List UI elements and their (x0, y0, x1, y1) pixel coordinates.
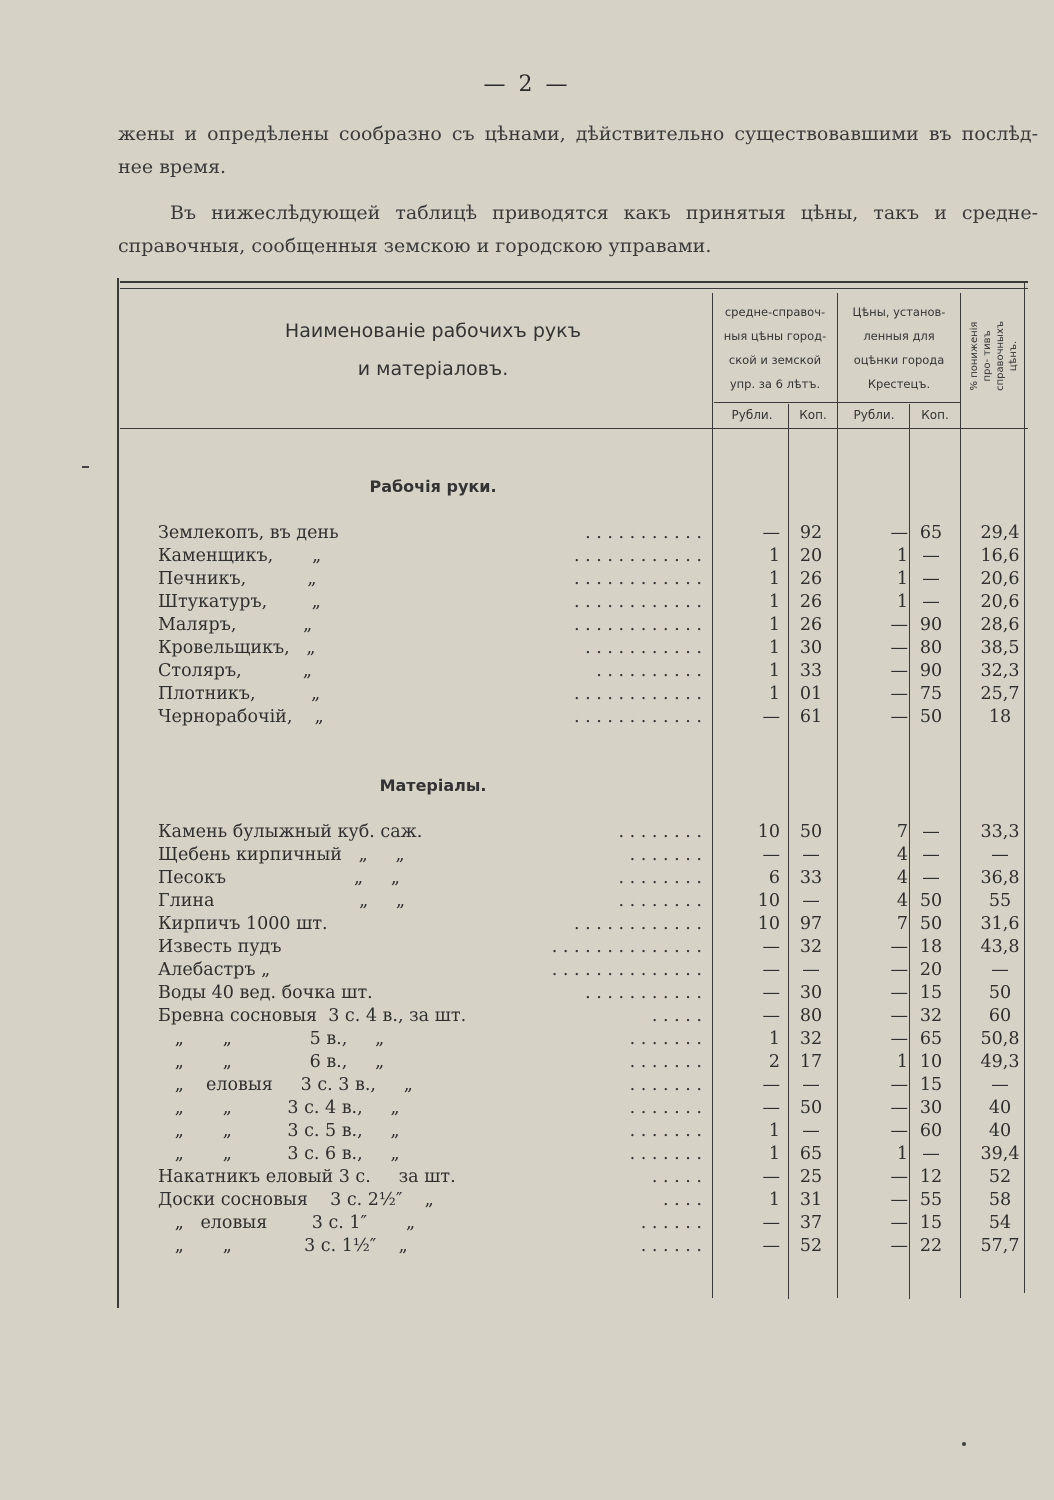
table-row (0, 1189, 1054, 1212)
cell-kop: 20 (919, 960, 943, 980)
cell-kop: — (922, 569, 940, 589)
table-row (0, 867, 1054, 890)
cell-kop: — (922, 822, 940, 842)
row-name: Маляръ, „ (158, 615, 313, 635)
header-kop: Коп. (799, 408, 827, 422)
cell-percent: 20,6 (980, 592, 1020, 612)
table-row (0, 1143, 1054, 1166)
cell-rubli: — (762, 1075, 780, 1095)
header-rubli: Рубли. (853, 408, 895, 422)
cell-kop: 75 (919, 684, 943, 704)
paragraph-line: справочныя, сообщенныя земскою и городскою управами. (118, 235, 712, 257)
leader-dots: . . . . . . . (629, 1121, 702, 1141)
leader-dots: . . . . . . . (629, 1052, 702, 1072)
cell-percent: 57,7 (980, 1236, 1020, 1256)
cell-rubli: — (762, 707, 780, 727)
cell-percent: 36,8 (980, 868, 1020, 888)
table-title (148, 320, 718, 380)
section-labour-title: Рабочія руки. (369, 477, 497, 496)
cell-rubli: 4 (896, 891, 908, 911)
cell-kop: — (922, 546, 940, 566)
table-row (0, 591, 1054, 614)
leader-dots: . . . . . . . . . . . . (574, 615, 702, 635)
leader-dots: . . . . . . . . . . . . (574, 707, 702, 727)
cell-percent: 29,4 (980, 523, 1020, 543)
cell-rubli: 1 (896, 1052, 908, 1072)
cell-kop: — (922, 592, 940, 612)
cell-rubli: 1 (768, 592, 780, 612)
table-row (0, 1235, 1054, 1258)
cell-percent: 40 (988, 1121, 1012, 1141)
cell-kop: 37 (799, 1213, 823, 1233)
cell-kop: — (922, 1144, 940, 1164)
row-name: Кирпичъ 1000 шт. (158, 914, 328, 934)
cell-percent: 60 (988, 1006, 1012, 1026)
cell-percent: 58 (988, 1190, 1012, 1210)
leader-dots: . . . . (663, 1190, 702, 1210)
cell-kop: 50 (799, 822, 823, 842)
cell-percent: 33,3 (980, 822, 1020, 842)
table-row (0, 1120, 1054, 1143)
leader-dots: . . . . . . . . . . . . (574, 684, 702, 704)
cell-kop: 50 (919, 914, 943, 934)
cell-kop: — (802, 891, 820, 911)
cell-percent: 39,4 (980, 1144, 1020, 1164)
cell-kop: 60 (919, 1121, 943, 1141)
cell-rubli: 1 (768, 546, 780, 566)
cell-kop: 32 (799, 937, 823, 957)
table-row (0, 637, 1054, 660)
cell-percent: 16,6 (980, 546, 1020, 566)
leader-dots: . . . . . . . . . . (596, 661, 702, 681)
cell-rubli: — (890, 707, 908, 727)
table-top-rule (120, 281, 1028, 283)
row-name: Известь пудъ (158, 937, 282, 957)
paragraph-line: нее время. (118, 156, 227, 178)
cell-rubli: — (890, 684, 908, 704)
table-row (0, 660, 1054, 683)
cell-kop: 01 (799, 684, 823, 704)
row-name: Песокъ „ „ (158, 868, 400, 888)
cell-percent: 40 (988, 1098, 1012, 1118)
header-rubli: Рубли. (731, 408, 773, 422)
cell-percent: 55 (988, 891, 1012, 911)
row-name: Накатникъ еловый 3 с. за шт. (158, 1167, 456, 1187)
paragraph-intro (118, 197, 1038, 263)
cell-kop: 80 (919, 638, 943, 658)
cell-rubli: — (762, 845, 780, 865)
cell-percent: 28,6 (980, 615, 1020, 635)
cell-kop: 50 (919, 891, 943, 911)
table-row (0, 821, 1054, 844)
cell-kop: 90 (919, 661, 943, 681)
leader-dots: . . . . . . . . . . . (585, 523, 702, 543)
cell-rubli: — (890, 960, 908, 980)
cell-kop: 65 (799, 1144, 823, 1164)
table-row (0, 1074, 1054, 1097)
leader-dots: . . . . . . . . . . . . . . (551, 937, 702, 957)
cell-percent: 54 (988, 1213, 1012, 1233)
row-name: „ „ 3 с. 4 в., „ (158, 1098, 400, 1118)
cell-percent: 38,5 (980, 638, 1020, 658)
cell-rubli: 2 (768, 1052, 780, 1072)
cell-rubli: 6 (768, 868, 780, 888)
leader-dots: . . . . . . . . (618, 868, 702, 888)
header-line: ской и земской (728, 353, 822, 367)
header-line: Крестецъ. (867, 377, 931, 391)
cell-rubli: 7 (896, 822, 908, 842)
cell-rubli: — (890, 1236, 908, 1256)
cell-rubli: — (762, 983, 780, 1003)
cell-rubli: — (890, 983, 908, 1003)
table-top-rule-thin (120, 288, 1028, 289)
cell-rubli: 10 (757, 914, 780, 934)
cell-kop: 25 (799, 1167, 823, 1187)
cell-percent: 20,6 (980, 569, 1020, 589)
cell-kop: 65 (919, 1029, 943, 1049)
cell-rubli: — (762, 1167, 780, 1187)
paragraph-line: Въ нижеслѣдующей таблицѣ приводятся какъ принятыя цѣны, такъ и средне- (170, 202, 1038, 224)
cell-kop: 92 (799, 523, 823, 543)
cell-rubli: 1 (768, 684, 780, 704)
cell-percent: 18 (988, 707, 1012, 727)
cell-kop: 26 (799, 592, 823, 612)
cell-percent: 52 (988, 1167, 1012, 1187)
cell-kop: 17 (799, 1052, 823, 1072)
cell-rubli: — (890, 1190, 908, 1210)
row-name: „ еловыя 3 с. 3 в., „ (158, 1075, 413, 1095)
leader-dots: . . . . . . (640, 1213, 702, 1233)
cell-kop: — (922, 868, 940, 888)
cell-rubli: — (890, 1167, 908, 1187)
cell-kop: 20 (799, 546, 823, 566)
leader-dots: . . . . . . . . (618, 822, 702, 842)
row-name: „ „ 3 с. 6 в., „ (158, 1144, 400, 1164)
table-row (0, 1212, 1054, 1235)
cell-kop: — (802, 845, 820, 865)
table-row (0, 683, 1054, 706)
cell-kop: 31 (799, 1190, 823, 1210)
table-row (0, 1005, 1054, 1028)
cell-rubli: — (890, 615, 908, 635)
cell-kop: 30 (799, 638, 823, 658)
cell-rubli: 1 (896, 546, 908, 566)
cell-rubli: 1 (768, 1121, 780, 1141)
cell-percent: 50,8 (980, 1029, 1020, 1049)
cell-kop: 61 (799, 707, 823, 727)
cell-rubli: — (890, 1006, 908, 1026)
paragraph-line: жены и опредѣлены сообразно съ цѣнами, дѣйствительно существовавшими въ послѣд- (118, 123, 1038, 145)
cell-percent: — (991, 845, 1009, 865)
row-name: Кровельщикъ, „ (158, 638, 316, 658)
cell-kop: 32 (919, 1006, 943, 1026)
cell-rubli: 1 (896, 1144, 908, 1164)
table-row (0, 706, 1054, 729)
leader-dots: . . . . . . . (629, 1144, 702, 1164)
table-row (0, 522, 1054, 545)
row-name: Бревна сосновыя 3 с. 4 в., за шт. (158, 1006, 467, 1026)
cell-rubli: — (762, 1006, 780, 1026)
row-name: Печникъ, „ (158, 569, 317, 589)
leader-dots: . . . . . (651, 1006, 702, 1026)
cell-rubli: 4 (896, 845, 908, 865)
paragraph-continuation (118, 118, 1038, 184)
row-name: Камень булыжный куб. саж. (158, 822, 423, 842)
cell-rubli: 4 (896, 868, 908, 888)
cell-percent: 49,3 (980, 1052, 1020, 1072)
row-name: Каменщикъ, „ (158, 546, 322, 566)
table-row (0, 568, 1054, 591)
cell-rubli: — (890, 1075, 908, 1095)
row-name: Чернорабочій, „ (158, 707, 324, 727)
cell-kop: 26 (799, 569, 823, 589)
cell-rubli: 1 (768, 661, 780, 681)
cell-rubli: — (890, 1029, 908, 1049)
cell-kop: 50 (799, 1098, 823, 1118)
cell-kop: 30 (799, 983, 823, 1003)
row-name: Щебень кирпичный „ „ (158, 845, 405, 865)
leader-dots: . . . . . . . . . . . (585, 638, 702, 658)
leader-dots: . . . . . (651, 1167, 702, 1187)
leader-dots: . . . . . . . (629, 1098, 702, 1118)
row-name: Штукатуръ, „ (158, 592, 321, 612)
table-row (0, 959, 1054, 982)
row-name: „ „ 6 в., „ (158, 1052, 385, 1072)
cell-rubli: — (890, 1121, 908, 1141)
leader-dots: . . . . . . . . . . . . (574, 569, 702, 589)
cell-kop: 90 (919, 615, 943, 635)
cell-rubli: — (890, 638, 908, 658)
cell-rubli: 1 (768, 569, 780, 589)
cell-rubli: 1 (896, 592, 908, 612)
cell-percent: — (991, 1075, 1009, 1095)
cell-rubli: 1 (768, 638, 780, 658)
header-line: упр. за 6 лѣтъ. (729, 377, 821, 391)
cell-rubli: — (890, 523, 908, 543)
cell-kop: 22 (919, 1236, 943, 1256)
table-row (0, 982, 1054, 1005)
cell-kop: 10 (919, 1052, 943, 1072)
cell-percent: 43,8 (980, 937, 1020, 957)
cell-kop: 97 (799, 914, 823, 934)
cell-percent: 50 (988, 983, 1012, 1003)
row-name: Глина „ „ (158, 891, 406, 911)
table-row (0, 913, 1054, 936)
header-line: ныя цѣны город- (723, 329, 827, 343)
cell-percent: 25,7 (980, 684, 1020, 704)
cell-rubli: 1 (768, 1029, 780, 1049)
cell-kop: 26 (799, 615, 823, 635)
row-name: Столяръ, „ (158, 661, 312, 681)
header-kop: Коп. (921, 408, 949, 422)
cell-rubli: — (762, 937, 780, 957)
leader-dots: . . . . . . . (629, 1075, 702, 1095)
row-name: Плотникъ, „ (158, 684, 321, 704)
cell-rubli: — (762, 1236, 780, 1256)
row-name: Доски сосновыя 3 с. 2½″ „ (158, 1190, 434, 1210)
leader-dots: . . . . . . (640, 1236, 702, 1256)
cell-rubli: 10 (757, 891, 780, 911)
leader-dots: . . . . . . . . . . . . (574, 592, 702, 612)
header-percent-text: % пониженія про- тивъ справочныхъ цѣнъ. (969, 321, 1019, 391)
cell-rubli: — (890, 1098, 908, 1118)
cell-kop: 12 (919, 1167, 943, 1187)
cell-kop: 65 (919, 523, 943, 543)
cell-rubli: — (762, 960, 780, 980)
cell-rubli: — (890, 661, 908, 681)
cell-rubli: — (762, 1213, 780, 1233)
cell-rubli: — (762, 1098, 780, 1118)
header-accepted-prices (838, 300, 960, 396)
row-name: Землекопъ, въ день (158, 523, 339, 543)
cell-rubli: 1 (768, 1190, 780, 1210)
header-bottom-rule (120, 428, 1028, 429)
cell-rubli: — (890, 937, 908, 957)
table-row (0, 1028, 1054, 1051)
cell-kop: 55 (919, 1190, 943, 1210)
cell-kop: 18 (919, 937, 943, 957)
header-line: средне-справоч- (724, 305, 826, 319)
leader-dots: . . . . . . . . . . . . (574, 546, 702, 566)
cell-kop: — (922, 845, 940, 865)
margin-mark (82, 466, 89, 468)
header-line: оцѣнки города (853, 353, 945, 367)
row-name: „ „ 5 в., „ (158, 1029, 385, 1049)
row-name: Алебастръ „ (158, 960, 271, 980)
cell-kop: 33 (799, 868, 823, 888)
cell-percent: 32,3 (980, 661, 1020, 681)
row-name: „ еловыя 3 с. 1″ „ (158, 1213, 416, 1233)
cell-percent: 31,6 (980, 914, 1020, 934)
table-row (0, 1097, 1054, 1120)
cell-kop: 32 (799, 1029, 823, 1049)
header-line: ленныя для (863, 329, 935, 343)
cell-rubli: 1 (896, 569, 908, 589)
leader-dots: . . . . . . . . . . . . (574, 914, 702, 934)
table-row (0, 890, 1054, 913)
leader-dots: . . . . . . . . . . . . . . (551, 960, 702, 980)
table-row (0, 936, 1054, 959)
page-number: — 2 — (483, 72, 571, 97)
cell-kop: 52 (799, 1236, 823, 1256)
cell-kop: — (802, 960, 820, 980)
leader-dots: . . . . . . . (629, 845, 702, 865)
cell-rubli: — (762, 523, 780, 543)
header-percent-reduction (966, 296, 1022, 416)
table-row (0, 614, 1054, 637)
cell-rubli: 1 (768, 615, 780, 635)
cell-kop: — (802, 1075, 820, 1095)
cell-rubli: 1 (768, 1144, 780, 1164)
header-reference-prices (714, 300, 836, 396)
cell-kop: 15 (919, 1075, 943, 1095)
row-name: „ „ 3 с. 1½″ „ (158, 1236, 408, 1256)
cell-rubli: — (890, 1213, 908, 1233)
cell-percent: — (991, 960, 1009, 980)
leader-dots: . . . . . . . . (618, 891, 702, 911)
section-materials-title: Матеріалы. (379, 776, 487, 795)
table-row (0, 1166, 1054, 1189)
cell-kop: 30 (919, 1098, 943, 1118)
table-row (0, 545, 1054, 568)
cell-kop: — (802, 1121, 820, 1141)
cell-kop: 15 (919, 1213, 943, 1233)
cell-kop: 33 (799, 661, 823, 681)
row-name: Воды 40 вед. бочка шт. (158, 983, 373, 1003)
ink-speck (962, 1442, 966, 1446)
cell-rubli: 7 (896, 914, 908, 934)
cell-rubli: 10 (757, 822, 780, 842)
table-row (0, 1051, 1054, 1074)
cell-kop: 80 (799, 1006, 823, 1026)
cell-kop: 15 (919, 983, 943, 1003)
leader-dots: . . . . . . . . . . . (585, 983, 702, 1003)
row-name: „ „ 3 с. 5 в., „ (158, 1121, 400, 1141)
table-title-line: Наименованіе рабочихъ рукъ (284, 320, 582, 342)
leader-dots: . . . . . . . (629, 1029, 702, 1049)
cell-kop: 50 (919, 707, 943, 727)
table-row (0, 844, 1054, 867)
header-line: Цѣны, установ- (852, 305, 946, 319)
table-title-line: и матеріаловъ. (357, 358, 509, 380)
